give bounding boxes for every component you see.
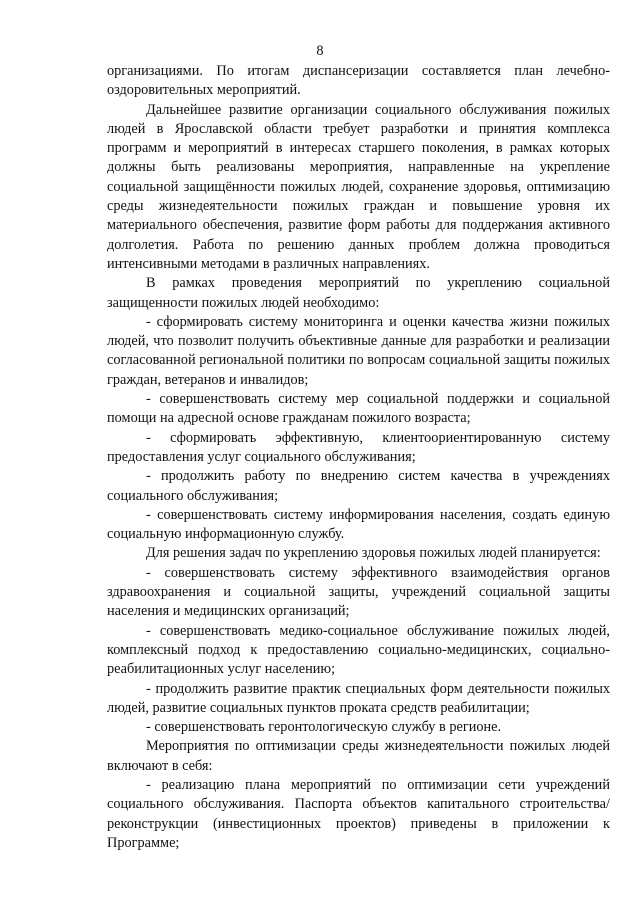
list-item: - совершенствовать геронтологическую службу в регионе. (146, 719, 502, 736)
paragraph: организациями. По итогам диспансеризации составляется план лечебно-оздоровительных мероприятий. (107, 63, 610, 99)
paragraph: В рамках проведения мероприятий по укреплению социальной защищенности пожилых людей необходимо: (107, 275, 610, 311)
list-item: - сформировать эффективную, клиентоориентированную систему предоставления услуг социального обслуживания; (107, 429, 610, 465)
paragraph: Дальнейшее развитие организации социального обслуживания пожилых людей в Ярославской области требует разработки и принятия комплекса программ и мероприятий в интересах старшего поколения, в рамках которых должны быть реализованы мероприятия, направленные на укрепление социальной защищённости пожилых людей, сохранение здоровья, оптимизацию среды жизнедеятельности пожилых граждан и повышение уровня их материального обеспечения, развитие форм работы для поддержания активного долголетия. Работа по решению данных проблем должна проводиться интенсивными методами в различных направлениях. (107, 101, 610, 272)
list-item: - совершенствовать систему информирования населения, создать единую социальную информационную службу. (107, 506, 610, 543)
page-number: 8 (316, 43, 324, 59)
list-item: - сформировать систему мониторинга и оценки качества жизни пожилых людей, что позволит получить объективные данные для разработки и реализации согласованной региональной политики по вопросам социальной защиты пожилых граждан, ветеранов и инвалидов; (107, 313, 610, 388)
list-item: - продолжить развитие практик специальных форм деятельности пожилых людей, развитие социальных пунктов проката средств реабилитации; (107, 680, 610, 716)
list-item: - совершенствовать систему мер социальной поддержки и социальной помощи на адресной основе гражданам пожилого возраста; (107, 391, 610, 427)
paragraph: Мероприятия по оптимизации среды жизнедеятельности пожилых людей включают в себя: (107, 738, 610, 774)
list-item: - продолжить работу по внедрению систем качества в учреждениях социального обслуживания; (107, 468, 610, 504)
list-item: - реализацию плана мероприятий по оптимизации сети учреждений социального обслуживания. Паспорта объектов капитального строительства/реконструкции (инвестиционных проектов) приведены в приложении к Программе; (107, 776, 610, 851)
list-item: - совершенствовать систему эффективного взаимодействия органов здравоохранения и социальной защиты, учреждений социальной защиты населения и медицинских организаций; (107, 564, 610, 620)
paragraph: Для решения задач по укреплению здоровья пожилых людей планируется: (146, 545, 601, 562)
list-item: - совершенствовать медико-социальное обслуживание пожилых людей, комплексный подход к предоставлению социально-медицинских, социально-реабилитационных услуг населению; (107, 622, 610, 678)
body-text (107, 62, 610, 853)
